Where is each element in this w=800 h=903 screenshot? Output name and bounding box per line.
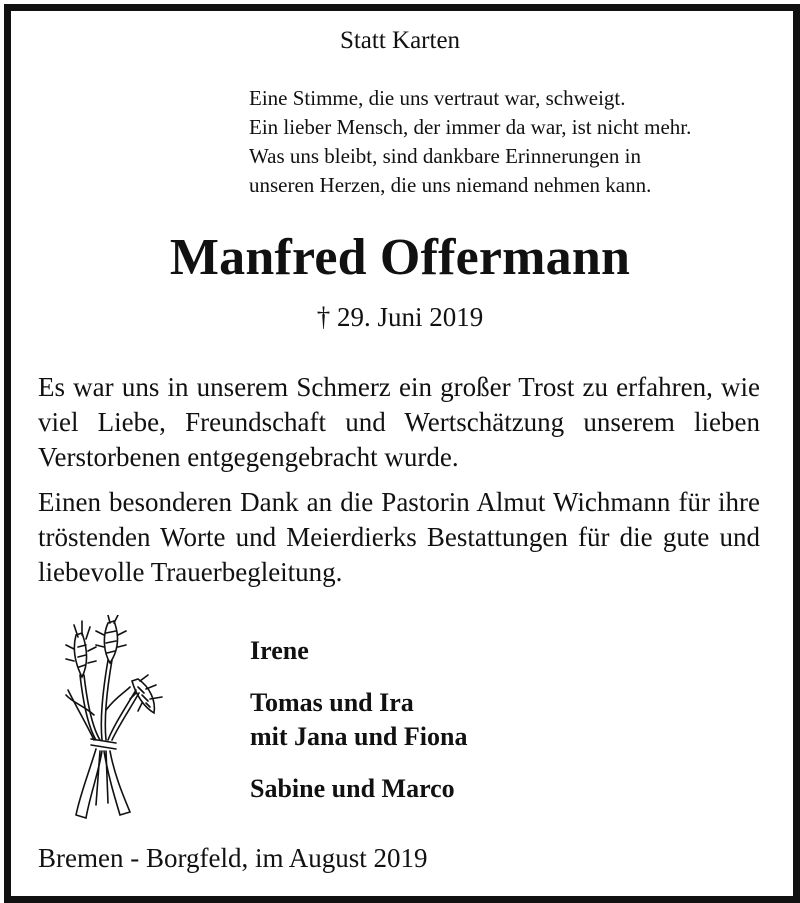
poem (249, 84, 691, 200)
thanks-paragraph-2: Einen besonderen Dank an die Pastorin Almut Wichmann für ihre tröstenden Worte und Meierdierks Bestattungen für die gute und liebevolle Trauerbegleitung. (38, 487, 760, 587)
statt-karten-heading: Statt Karten (339, 27, 461, 54)
poem-line: Eine Stimme, die uns vertraut war, schweigt. (249, 86, 626, 110)
family-tomas-ira (250, 686, 467, 754)
family-line: Tomas und Ira (250, 688, 414, 717)
place-date: Bremen - Borgfeld, im August 2019 (38, 843, 428, 873)
poem-line: Ein lieber Mensch, der immer da war, ist nicht mehr. (249, 115, 692, 139)
poem-line: unseren Herzen, die uns niemand nehmen kann. (249, 173, 652, 197)
thanks-paragraph-1: Es war uns in unserem Schmerz ein großer Trost zu erfahren, wie viel Liebe, Freundschaft und Wertschätzung unserem lieben Verstorbenen entgegengebracht wurde. (38, 372, 760, 472)
family-sabine-marco: Sabine und Marco (250, 774, 455, 803)
deceased-name: Manfred Offermann (169, 229, 631, 286)
death-date: † 29. Juni 2019 (316, 302, 484, 332)
wheat-sheaf-icon (58, 615, 168, 825)
family-line: mit Jana und Fiona (250, 722, 468, 751)
poem-line: Was uns bleibt, sind dankbare Erinnerungen in (249, 144, 641, 168)
family-irene: Irene (250, 636, 309, 665)
